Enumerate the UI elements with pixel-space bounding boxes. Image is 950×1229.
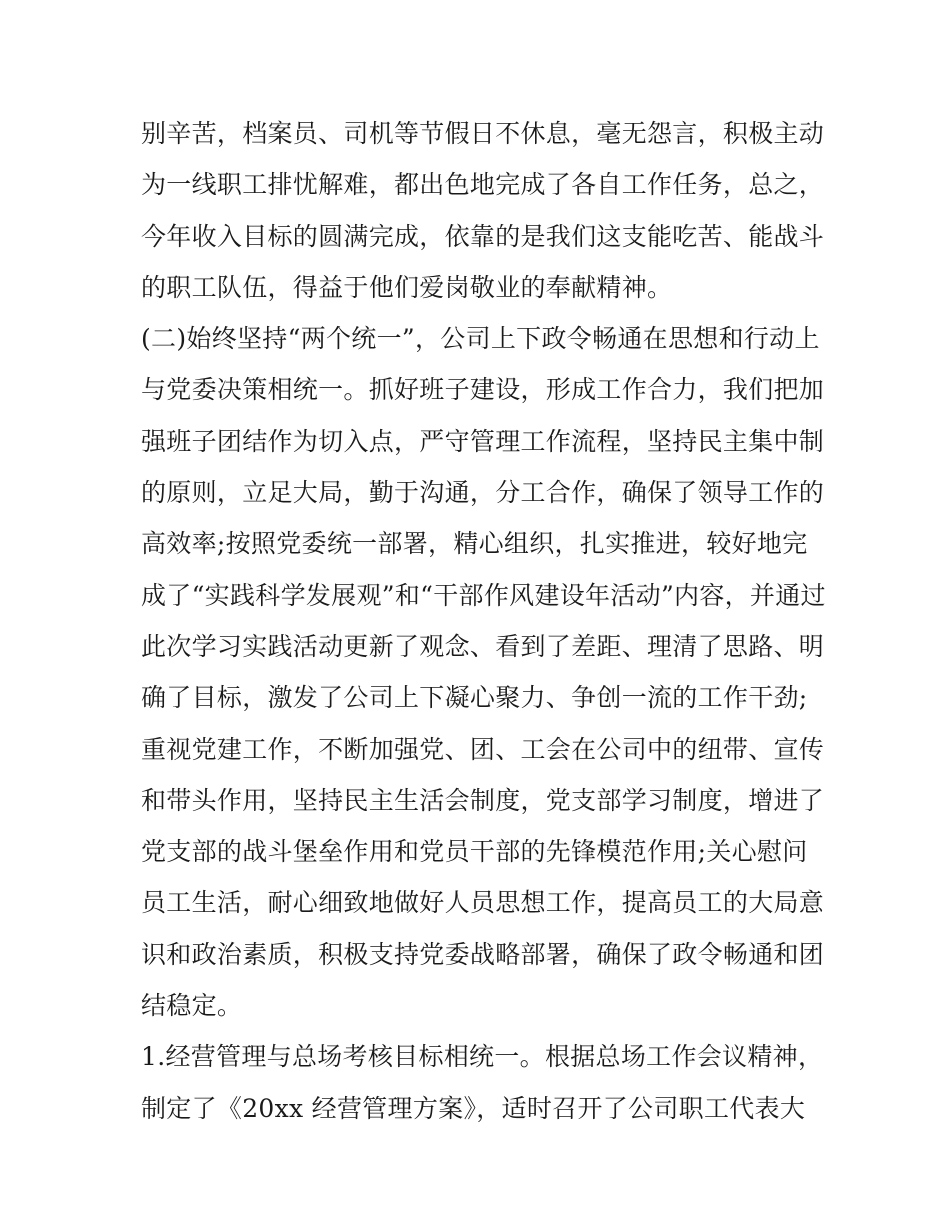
text-line-14: 和带头作用，坚持民主生活会制度，党支部学习制度，增进了 [141,785,825,815]
text-line-1: 别辛苦，档案员、司机等节假日不休息，毫无怨言，积极主动 [141,119,825,148]
text-line-13: 重视党建工作，不断加强党、团、工会在公司中的纽带、宣传 [141,734,825,764]
text-line-19: 1.经营管理与总场考核目标相统一。根据总场工作会议精神， [141,1042,824,1072]
text-line-10: 成了“实践科学发展观”和“干部作风建设年活动”内容，并通过 [141,580,826,610]
text-line-17: 识和政治素质，积极支持党委战略部署，确保了政令畅通和团 [141,939,825,969]
text-line-18: 结稳定。 [141,991,243,1021]
text-line-2: 为一线职工排忧解难，都出色地完成了各自工作任务，总之， [141,170,825,200]
text-line-5: (二)始终坚持“两个统一”，公司上下政令畅通在思想和行动上 [141,324,820,354]
text-line-16: 员工生活，耐心细致地做好人员思想工作，提高员工的大局意 [141,888,825,918]
body-text [141,108,826,1134]
text-line-9: 高效率;按照党委统一部署，精心组织，扎实推进，较好地完 [141,529,808,559]
text-line-4: 的职工队伍，得益于他们爱岗敬业的奉献精神。 [141,272,673,302]
text-line-8: 的原则，立足大局，勤于沟通，分工合作，确保了领导工作的 [141,478,825,508]
text-line-6: 与党委决策相统一。抓好班子建设，形成工作合力，我们把加 [141,375,825,405]
text-line-7: 强班子团结作为切入点，严守管理工作流程，坚持民主集中制 [141,426,825,456]
text-line-11: 此次学习实践活动更新了观念、看到了差距、理清了思路、明 [141,631,825,661]
text-line-20: 制定了《20xx 经营管理方案》，适时召开了公司职工代表大 [141,1093,806,1123]
text-line-3: 今年收入目标的圆满完成，依靠的是我们这支能吃苦、能战斗 [141,221,825,251]
text-line-12: 确了目标，激发了公司上下凝心聚力、争创一流的工作干劲; [141,683,808,713]
text-line-15: 党支部的战斗堡垒作用和党员干部的先锋模范作用;关心慰问 [141,837,808,867]
